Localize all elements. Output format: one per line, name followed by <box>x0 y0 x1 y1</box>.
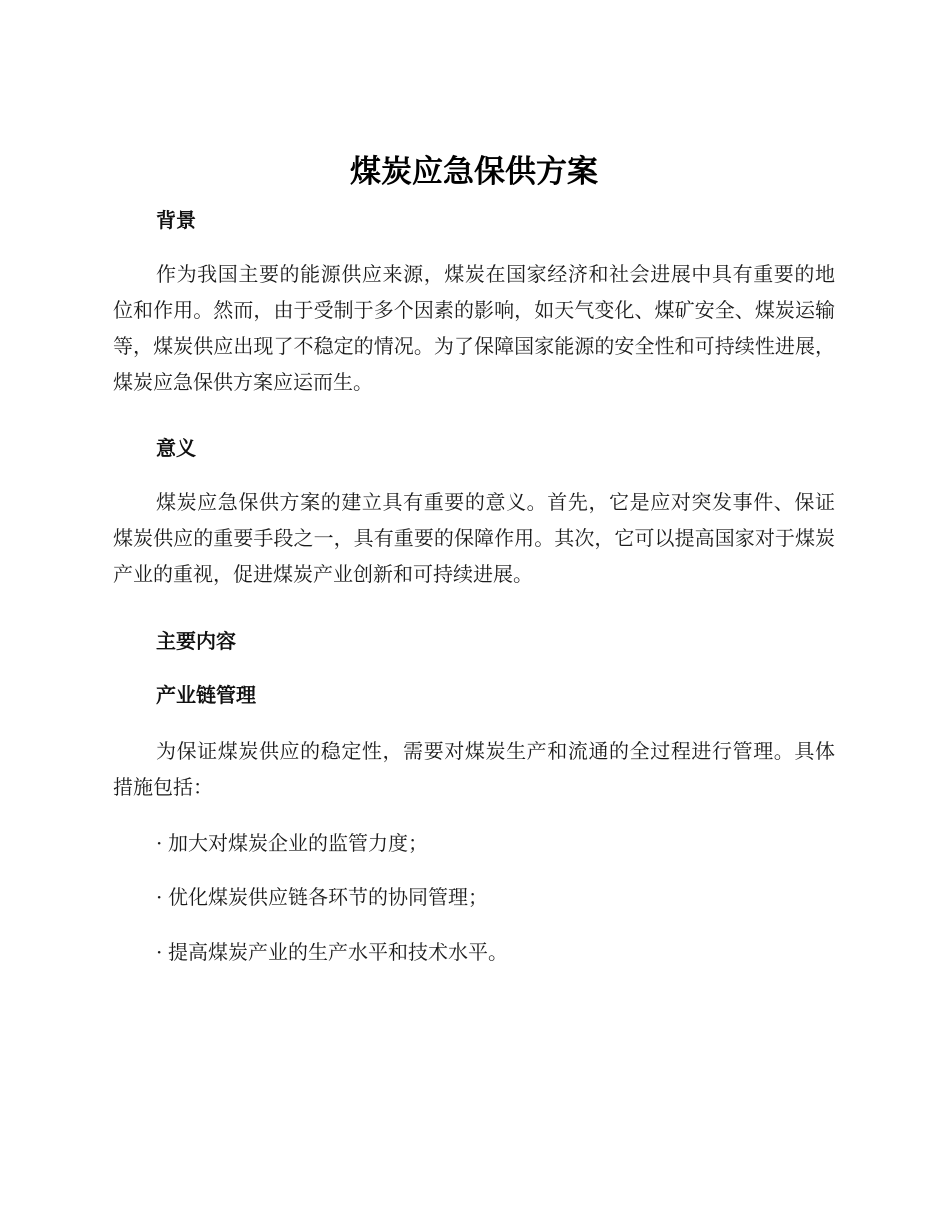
list-item-text: 加大对煤炭企业的监管力度； <box>168 831 428 855</box>
list-item <box>113 879 835 915</box>
section-heading-background: 背景 <box>156 208 196 232</box>
section-heading-main-content: 主要内容 <box>156 629 236 653</box>
paragraph-industry-chain: 为保证煤炭供应的稳定性，需要对煤炭生产和流通的全过程进行管理。具体措施包括： <box>113 739 835 799</box>
section-heading-significance: 意义 <box>156 436 196 460</box>
list-item <box>113 825 835 861</box>
bullet-marker: · <box>156 940 163 964</box>
paragraph-significance: 煤炭应急保供方案的建立具有重要的意义。首先，它是应对突发事件、保证煤炭供应的重要手段之一，具有重要的保障作用。其次，它可以提高国家对于煤炭产业的重视，促进煤炭产业创新和可持续进展。 <box>113 490 835 586</box>
bullet-marker: · <box>156 885 163 909</box>
list-item-text: 提高煤炭产业的生产水平和技术水平。 <box>168 940 508 964</box>
paragraph-background: 作为我国主要的能源供应来源，煤炭在国家经济和社会进展中具有重要的地位和作用。然而，由于受制于多个因素的影响，如天气变化、煤矿安全、煤炭运输等，煤炭供应出现了不稳定的情况。为了保障国家能源的安全性和可持续性进展，煤炭应急保供方案应运而生。 <box>113 262 835 394</box>
section-heading-industry-chain: 产业链管理 <box>156 683 256 707</box>
list-item <box>113 934 835 970</box>
list-item-text: 优化煤炭供应链各环节的协同管理； <box>168 885 488 909</box>
document-page <box>113 150 835 970</box>
document-title: 煤炭应急保供方案 <box>350 154 598 190</box>
bullet-marker: · <box>156 831 163 855</box>
